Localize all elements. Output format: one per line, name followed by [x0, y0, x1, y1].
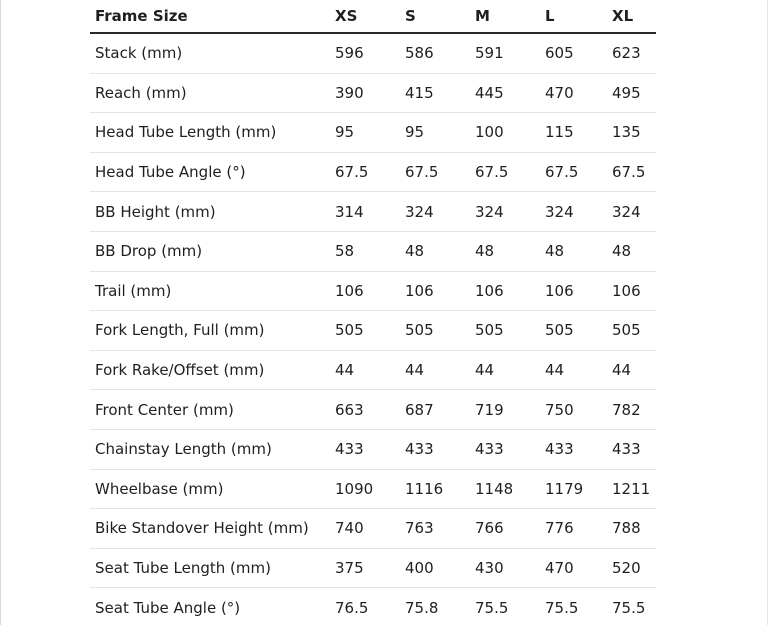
row-label: Seat Tube Angle (°) — [95, 598, 241, 617]
value-xl: 623 — [607, 33, 656, 73]
table-row — [90, 271, 656, 311]
value-s: 75.8 — [405, 598, 439, 617]
geometry-table-header — [90, 0, 656, 33]
value-s: 67.5 — [400, 152, 470, 192]
value-xs: 375 — [330, 548, 400, 588]
table-row — [90, 192, 656, 232]
value-m: 719 — [470, 390, 540, 430]
value-l: 470 — [540, 73, 607, 113]
value-s: 505 — [400, 311, 470, 351]
value-s: 415 — [400, 73, 470, 113]
table-row — [90, 469, 656, 509]
value-l: 776 — [540, 509, 607, 549]
row-label: Seat Tube Length (mm) — [90, 548, 330, 588]
value-l: 106 — [540, 271, 607, 311]
value-s: 48 — [400, 231, 470, 271]
value-xl: 782 — [607, 390, 656, 430]
table-row — [90, 73, 656, 113]
value-s: 106 — [400, 271, 470, 311]
value-s: 324 — [400, 192, 470, 232]
row-label: Trail (mm) — [90, 271, 330, 311]
row-label: Wheelbase (mm) — [90, 469, 330, 509]
value-xl: 505 — [607, 311, 656, 351]
table-row — [90, 33, 656, 73]
value-xs: 390 — [330, 73, 400, 113]
table-row — [90, 429, 656, 469]
row-label: Head Tube Length (mm) — [90, 113, 330, 153]
value-m: 505 — [470, 311, 540, 351]
value-l: 48 — [540, 231, 607, 271]
value-s: 44 — [400, 350, 470, 390]
geometry-table-body — [90, 33, 656, 627]
value-m: 591 — [470, 33, 540, 73]
value-m: 766 — [470, 509, 540, 549]
value-xs: 67.5 — [330, 152, 400, 192]
value-xs: 95 — [330, 113, 400, 153]
row-label: BB Drop (mm) — [90, 231, 330, 271]
header-size-xl: XL — [607, 0, 656, 33]
row-label: Chainstay Length (mm) — [90, 429, 330, 469]
value-xs: 314 — [330, 192, 400, 232]
value-xs: 596 — [330, 33, 400, 73]
value-xs: 58 — [330, 231, 400, 271]
value-xl: 520 — [607, 548, 656, 588]
table-row — [90, 390, 656, 430]
value-xl: 1211 — [607, 469, 656, 509]
geometry-table — [90, 0, 656, 627]
table-row — [90, 509, 656, 549]
value-s: 400 — [400, 548, 470, 588]
header-size-l: L — [540, 0, 607, 33]
value-s: 433 — [400, 429, 470, 469]
value-xl: 324 — [607, 192, 656, 232]
value-xs: 44 — [330, 350, 400, 390]
row-label: Bike Standover Height (mm) — [90, 509, 330, 549]
value-xl: 106 — [607, 271, 656, 311]
value-l: 75.5 — [545, 598, 579, 617]
value-xl: 788 — [607, 509, 656, 549]
value-xl: 135 — [607, 113, 656, 153]
table-row — [90, 113, 656, 153]
table-row — [90, 588, 656, 627]
value-l: 44 — [540, 350, 607, 390]
value-m: 1148 — [470, 469, 540, 509]
value-xl: 433 — [607, 429, 656, 469]
value-l: 605 — [540, 33, 607, 73]
value-s: 763 — [400, 509, 470, 549]
header-size-m: M — [470, 0, 540, 33]
value-xl: 495 — [607, 73, 656, 113]
row-label: BB Height (mm) — [90, 192, 330, 232]
row-label: Head Tube Angle (°) — [90, 152, 330, 192]
table-row — [90, 311, 656, 351]
value-xs: 505 — [330, 311, 400, 351]
value-m: 106 — [470, 271, 540, 311]
value-xs: 740 — [330, 509, 400, 549]
value-xl: 48 — [607, 231, 656, 271]
value-l: 324 — [540, 192, 607, 232]
row-label: Stack (mm) — [90, 33, 330, 73]
value-l: 433 — [540, 429, 607, 469]
row-label: Fork Rake/Offset (mm) — [90, 350, 330, 390]
header-size-xs: XS — [330, 0, 400, 33]
value-s: 687 — [400, 390, 470, 430]
value-m: 44 — [470, 350, 540, 390]
value-m: 430 — [470, 548, 540, 588]
value-xs: 1090 — [330, 469, 400, 509]
value-l: 750 — [540, 390, 607, 430]
value-xl: 75.5 — [612, 598, 646, 617]
value-s: 95 — [400, 113, 470, 153]
table-row — [90, 231, 656, 271]
value-l: 115 — [540, 113, 607, 153]
table-row — [90, 350, 656, 390]
value-xl: 67.5 — [607, 152, 656, 192]
value-m: 433 — [470, 429, 540, 469]
value-l: 1179 — [540, 469, 607, 509]
value-xs: 433 — [330, 429, 400, 469]
value-m: 100 — [470, 113, 540, 153]
header-row — [90, 0, 656, 33]
table-row — [90, 548, 656, 588]
table-row — [90, 152, 656, 192]
value-m: 48 — [470, 231, 540, 271]
value-m: 75.5 — [475, 598, 509, 617]
value-m: 324 — [470, 192, 540, 232]
value-s: 1116 — [400, 469, 470, 509]
page-left-border — [0, 0, 1, 625]
row-label: Fork Length, Full (mm) — [90, 311, 330, 351]
value-m: 67.5 — [470, 152, 540, 192]
value-m: 445 — [470, 73, 540, 113]
value-l: 67.5 — [540, 152, 607, 192]
header-frame-size: Frame Size — [90, 0, 330, 33]
value-xs: 663 — [330, 390, 400, 430]
header-size-s: S — [400, 0, 470, 33]
row-label: Reach (mm) — [90, 73, 330, 113]
value-l: 505 — [540, 311, 607, 351]
value-xl: 44 — [607, 350, 656, 390]
value-s: 586 — [400, 33, 470, 73]
row-label: Front Center (mm) — [90, 390, 330, 430]
value-xs: 76.5 — [335, 598, 369, 617]
value-l: 470 — [540, 548, 607, 588]
value-xs: 106 — [330, 271, 400, 311]
